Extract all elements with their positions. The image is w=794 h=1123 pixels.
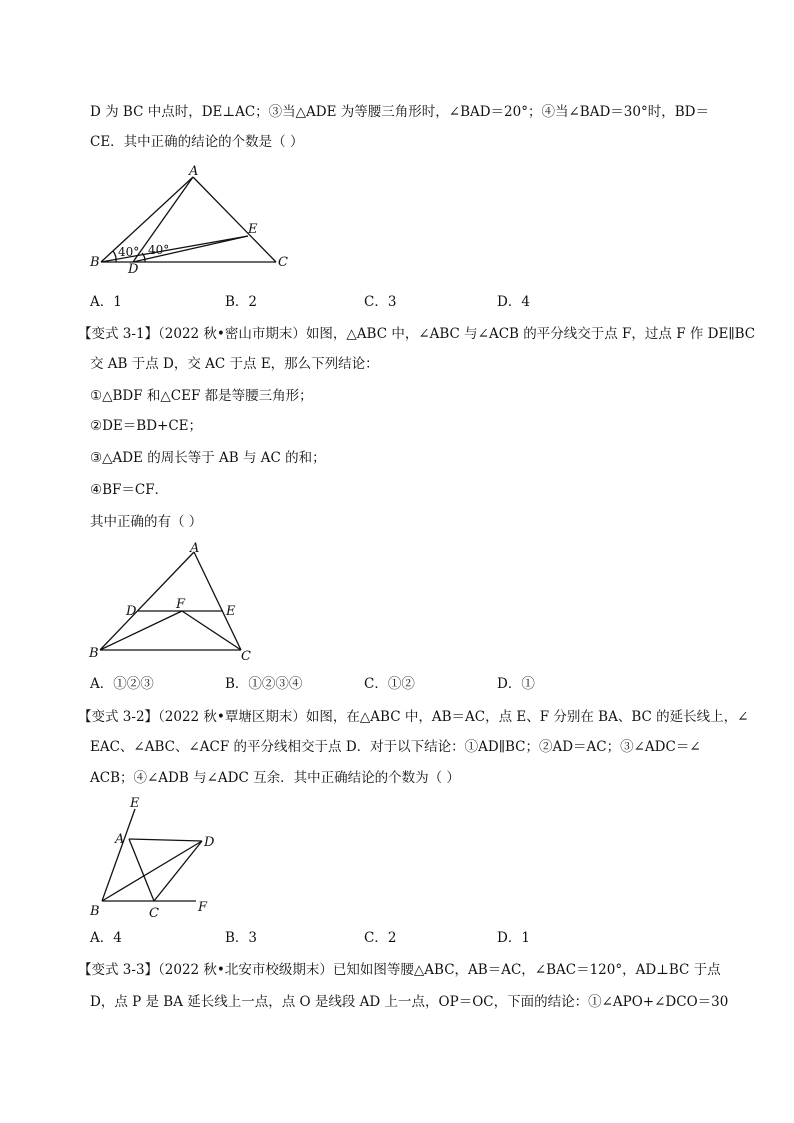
label-a: A (190, 541, 200, 556)
q31-option-c[interactable]: C．①② (364, 676, 415, 692)
q32-option-a[interactable]: A．4 (90, 930, 122, 946)
label-a: A (189, 165, 199, 179)
q32-line-2: EAC、∠ABC、∠ACF 的平分线相交于点 D．对于以下结论：①AD∥BC；②AD＝AC；③∠ADC＝∠ (90, 739, 701, 755)
q31-item-4: ④BF＝CF． (90, 482, 169, 498)
label-b: B (90, 255, 100, 270)
q-prev-option-d[interactable]: D．4 (497, 294, 530, 310)
q33-line-1: 【变式 3-3】（2022 秋•北安市校级期末）已知如图等腰△ABC，AB＝AC，∠BAC＝120°，AD⊥BC 于点 (78, 962, 721, 978)
q-prev-option-c[interactable]: C．3 (364, 294, 397, 310)
q31-line-2: 交 AB 于点 D，交 AC 于点 E，那么下列结论： (90, 356, 379, 372)
angle-label-1: 40° (118, 245, 140, 259)
q32-option-c[interactable]: C．2 (364, 930, 397, 946)
label-a: A (115, 832, 125, 847)
label-b: B (89, 646, 99, 661)
q33-line-2: D，点 P 是 BA 延长线上一点，点 O 是线段 AD 上一点，OP＝OC，下面的结论：①∠APO+∠DCO＝30 (90, 994, 729, 1010)
label-e: E (130, 796, 140, 811)
label-d: D (128, 262, 139, 275)
label-e: E (226, 604, 236, 619)
label-f: F (176, 597, 186, 612)
figure-triangle-abc-de (86, 165, 296, 275)
figure-triangle-bisectors (86, 540, 261, 665)
q31-question: 其中正确的有（ ） (90, 514, 203, 530)
q31-option-d[interactable]: D．① (497, 676, 535, 692)
figure-angle-bisectors (86, 795, 226, 920)
label-f: F (198, 900, 208, 915)
q32-line-1: 【变式 3-2】（2022 秋•覃塘区期末）如图，在△ABC 中，AB＝AC，点 E、F 分别在 BA、BC 的延长线上，∠ (78, 709, 749, 725)
q31-item-2: ②DE＝BD+CE； (90, 418, 203, 434)
label-c: C (149, 906, 159, 920)
angle-label-2: 40° (148, 243, 170, 257)
q-prev-option-b[interactable]: B．2 (225, 294, 258, 310)
q-prev-line-1: D 为 BC 中点时，DE⊥AC；③当△ADE 为等腰三角形时，∠BAD＝20°；④当∠BAD＝30°时，BD＝ (90, 104, 709, 120)
label-d: D (126, 604, 137, 619)
label-d: D (204, 835, 215, 850)
q31-item-1: ①△BDF 和△CEF 都是等腰三角形； (90, 388, 313, 404)
q31-option-b[interactable]: B．①②③④ (225, 676, 303, 692)
q-prev-option-a[interactable]: A．1 (90, 294, 122, 310)
label-c: C (278, 255, 288, 270)
q32-option-d[interactable]: D．1 (497, 930, 530, 946)
q31-item-3: ③△ADE 的周长等于 AB 与 AC 的和； (90, 450, 326, 466)
q32-option-b[interactable]: B．3 (225, 930, 258, 946)
q32-line-3: ACB；④∠ADB 与∠ADC 互余．其中正确结论的个数为（ ） (90, 770, 460, 786)
label-c: C (241, 649, 251, 664)
q31-line-1: 【变式 3-1】（2022 秋•密山市期末）如图，△ABC 中，∠ABC 与∠ACB 的平分线交于点 F，过点 F 作 DE∥BC (78, 326, 756, 342)
label-e: E (248, 222, 258, 237)
q-prev-line-2: CE．其中正确的结论的个数是（ ） (90, 134, 304, 150)
q31-option-a[interactable]: A．①②③ (90, 676, 154, 692)
label-b: B (90, 904, 100, 919)
